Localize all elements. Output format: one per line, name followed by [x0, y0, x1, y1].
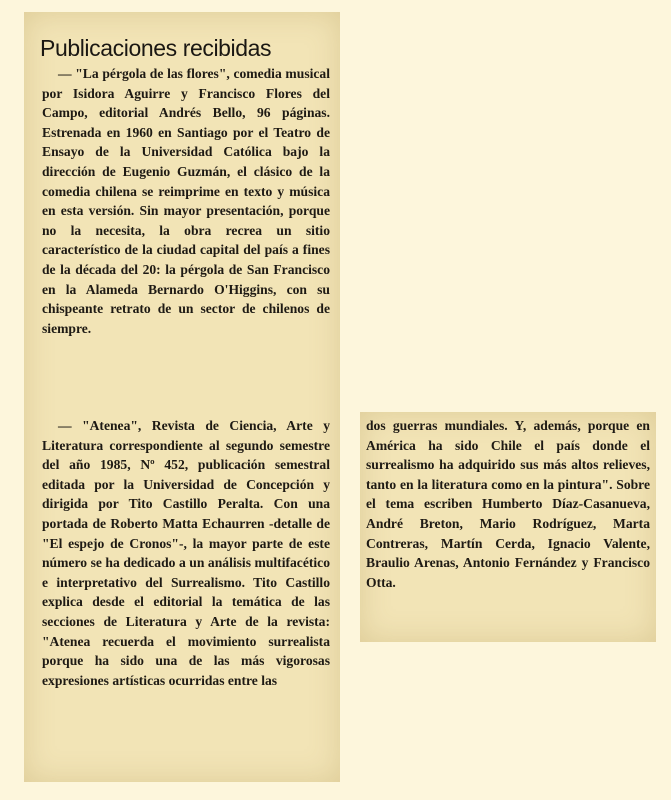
article-title: Publicaciones recibidas [40, 35, 272, 62]
review-la-pergola: — "La pérgola de las flores", comedia musical por Isidora Aguirre y Francisco Flores del Campo, editorial Andrés Bello, 96 páginas. Estrenada en 1960 en Santiago por el Teatro de Ensayo de la Universidad Católica bajo la dirección de Eugenio Guzmán, el clásico de la comedia chilena se reimprime en texto y música en esta versión. Sin mayor presentación, porque no la necesita, la obra recrea un sitio característico de la ciudad capital del país a fines de la década del 20: la pérgola de San Francisco en la Alameda Bernardo O'Higgins, con su chispeante retrato de un sector de chilenos de siempre. [42, 66, 330, 336]
review-atenea: — "Atenea", Revista de Ciencia, Arte y Literatura correspondiente al segundo semestre del año 1985, Nº 452, publicación semestral editada por la Universidad de Concepción y dirigida por Tito Castillo Peralta. Con una portada de Roberto Matta Echaurren -detalle de "El espejo de Cronos"-, la mayor parte de este número se ha dedicado a un análisis multifacético e interpretativo del Surrealismo. Tito Castillo explica desde el editorial la temática de las secciones de Literatura y Arte de la revista: "Atenea recuerda el movimiento surrealista porque ha sido una de las más vigorosas expresiones artísticas ocurridas entre las [42, 418, 330, 688]
review-atenea-continued: dos guerras mundiales. Y, además, porque en América ha sido Chile el país donde el surrealismo ha adquirido sus más altos relieves, tanto en la literatura como en la pintura". Sobre el tema escriben Humberto Díaz-Casanueva, André Breton, Mario Rodríguez, Marta Contreras, Martín Cerda, Ignacio Valente, Braulio Arenas, Antonio Fernández y Francisco Otta. [366, 418, 650, 590]
